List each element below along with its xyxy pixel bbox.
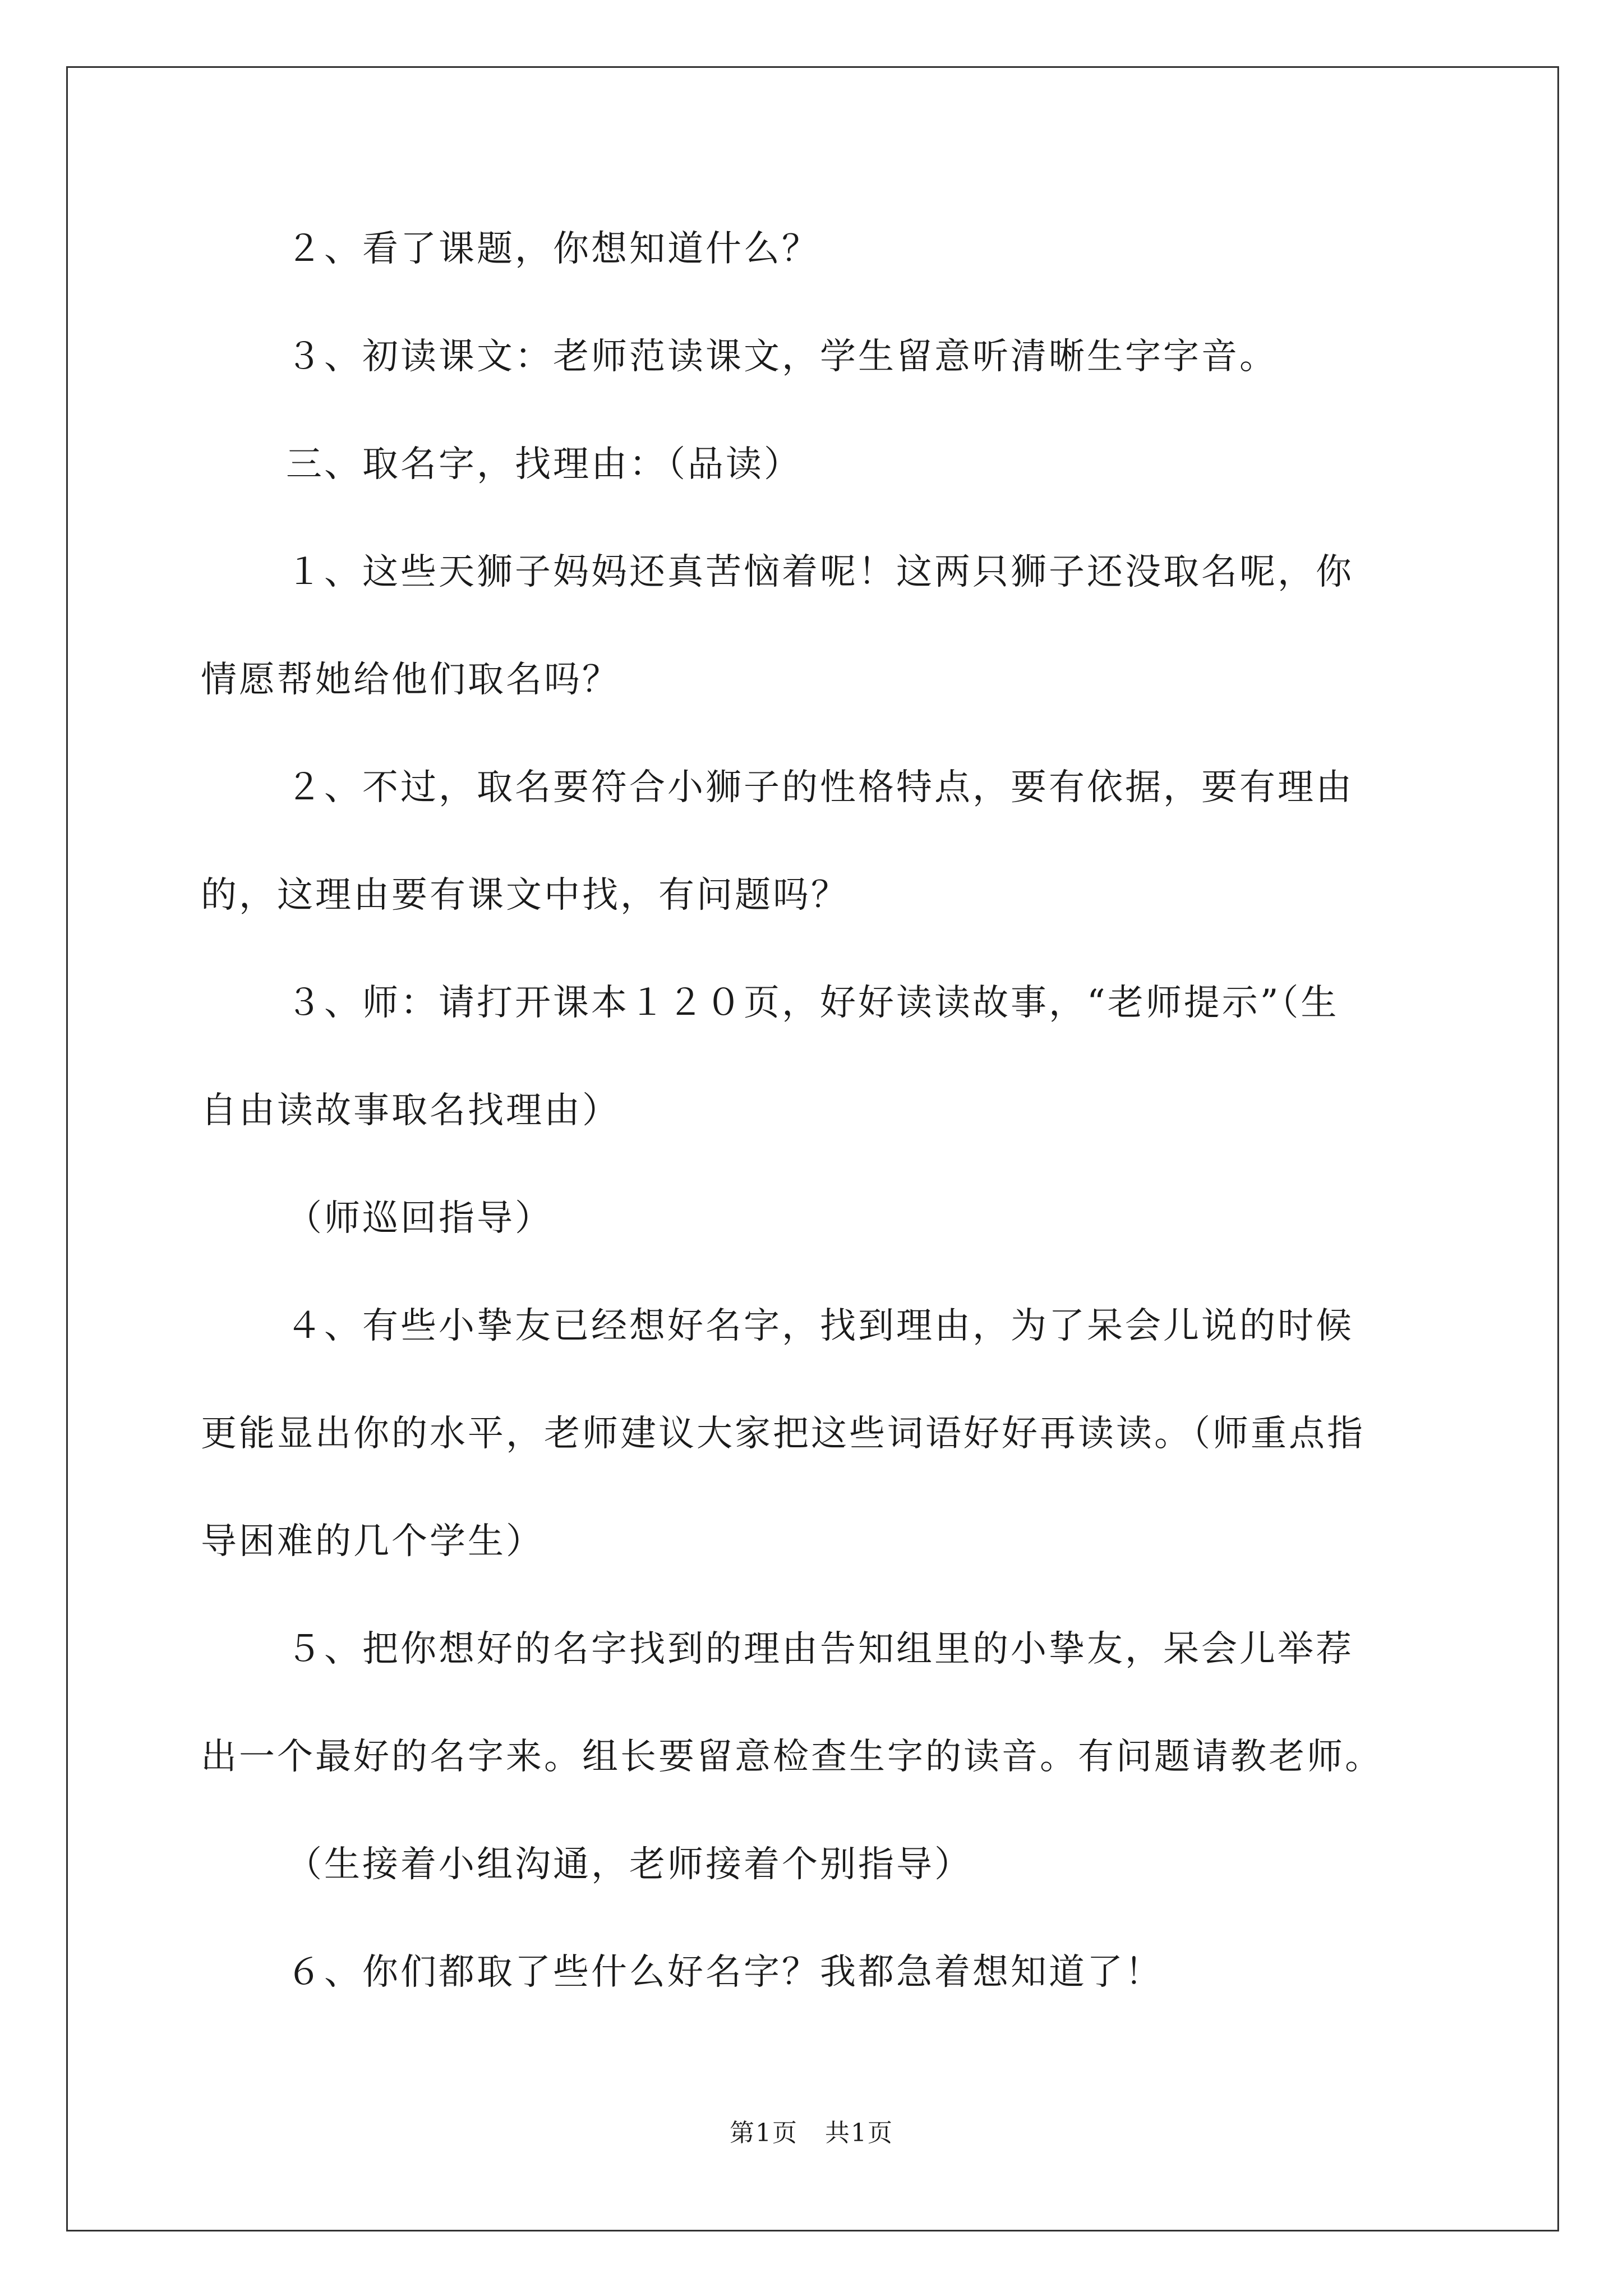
paragraph-line: 导困难的几个学生） <box>201 1521 544 1562</box>
paragraph-line: ３、初读课文：老师范读课文，学生留意听清晰生字字音。 <box>286 336 1278 378</box>
paragraph-line: ４、有些小挚友已经想好名字，找到理由，为了呆会儿说的时候 <box>286 1305 1354 1347</box>
paragraph-line: １、这些天狮子妈妈还真苦恼着呢！这两只狮子还没取名呢，你 <box>286 551 1354 593</box>
paragraph-line: 更能显出你的水平，老师建议大家把这些词语好好再读读。（师重点指 <box>201 1413 1365 1455</box>
section-heading: 三、取名字，找理由：（品读） <box>286 444 802 485</box>
paragraph-line: （师巡回指导） <box>286 1198 553 1239</box>
paragraph-line: 自由读故事取名找理由） <box>201 1090 620 1131</box>
paragraph-line: ５、把你想好的名字找到的理由告知组里的小挚友，呆会儿举荐 <box>286 1628 1354 1670</box>
paragraph-line: 情愿帮她给他们取名吗？ <box>201 659 620 701</box>
page-total: 共1页 <box>825 2119 893 2147</box>
paragraph-line: ３、师：请打开课本１２０页，好好读读故事，“老师提示”（生 <box>286 982 1339 1024</box>
paragraph-line: 的，这理由要有课文中找，有问题吗？ <box>201 875 849 916</box>
paragraph-line: ２、不过，取名要符合小狮子的性格特点，要有依据，要有理由 <box>286 767 1354 808</box>
paragraph-line: 出一个最好的名字来。组长要留意检查生字的读音。有问题请教老师。 <box>201 1736 1383 1778</box>
page-border <box>66 66 1559 2231</box>
paragraph-line: ６、你们都取了些什么好名字？我都急着想知道了！ <box>286 1952 1163 1993</box>
page-number: 第1页 <box>730 2119 798 2147</box>
page-footer <box>0 2116 1623 2150</box>
paragraph-line: （生接着小组沟通，老师接着个别指导） <box>286 1844 972 1885</box>
paragraph-line: ２、看了课题，你想知道什么？ <box>286 228 820 270</box>
